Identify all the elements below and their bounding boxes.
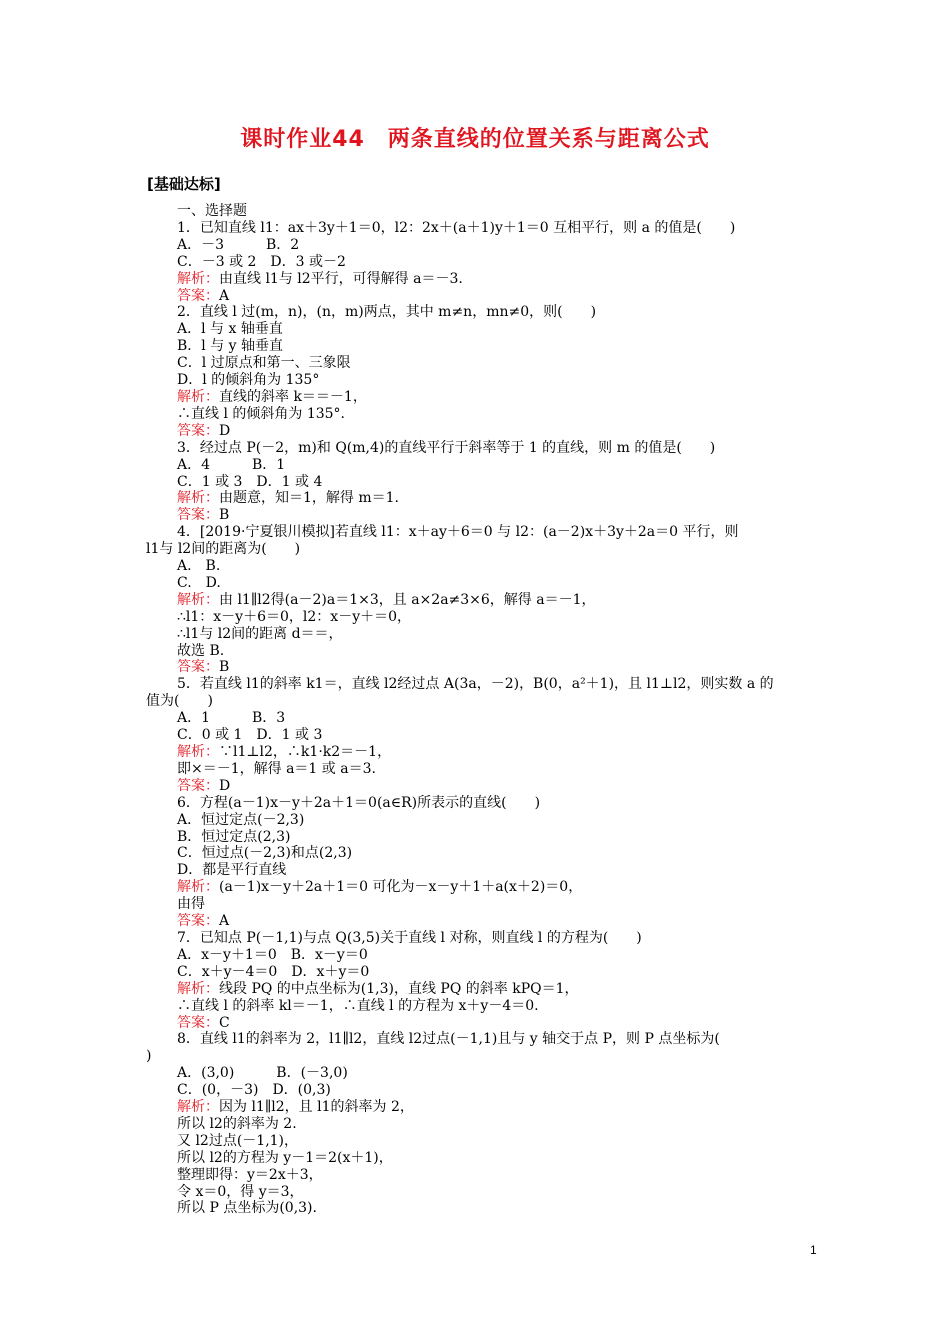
line-text: 一、选择题 <box>177 203 247 219</box>
line-text: 由得 <box>177 896 205 913</box>
line-text: C．x＋y－4＝0 D．x＋y＝0 <box>177 963 370 980</box>
text-line <box>146 727 810 744</box>
line-text: D <box>219 422 231 439</box>
label-prefix: 解析： <box>177 388 219 405</box>
line-text: 所以 l2的斜率为 2. <box>177 1115 297 1132</box>
line-text: ∴直线 l 的斜率 kl＝－1，∴直线 l 的方程为 x＋y－4＝0. <box>177 997 539 1014</box>
text-line <box>146 829 810 846</box>
line-text: C．0 或 1 D．1 或 3 <box>177 727 323 744</box>
line-text: A．l 与 x 轴垂直 <box>177 321 283 338</box>
text-line <box>146 947 810 964</box>
line-text: 所以 P 点坐标为(0,3). <box>177 1200 317 1217</box>
line-text: ) <box>146 1048 152 1065</box>
text-line <box>146 457 810 474</box>
label-prefix: 答案： <box>177 1014 219 1031</box>
line-text: C．－3 或 2 D．3 或－2 <box>177 253 346 270</box>
text-line <box>146 338 810 355</box>
text-line <box>146 862 810 879</box>
text-line <box>146 1133 810 1150</box>
line-text: 1．已知直线 l1：ax＋3y＋1＝0，l2：2x＋(a＋1)y＋1＝0 互相平行，则 a 的值是( ) <box>177 219 736 236</box>
text-line <box>146 541 810 558</box>
label-prefix: 解析： <box>177 591 219 608</box>
text-line <box>146 440 810 457</box>
line-text: 7．已知点 P(－1,1)与点 Q(3,5)关于直线 l 对称，则直线 l 的方程为( ) <box>177 929 642 946</box>
text-line <box>146 524 810 541</box>
page-title: 课时作业44 两条直线的位置关系与距离公式 <box>240 127 710 152</box>
line-text: D <box>219 777 231 794</box>
solution-line <box>146 592 810 609</box>
answer-line <box>146 423 810 440</box>
solution-line <box>146 490 810 507</box>
line-text: 即×＝－1，解得 a＝1 或 a＝3. <box>177 760 376 777</box>
text-line <box>146 575 810 592</box>
line-text: ∴l1与 l2间的距离 d＝＝， <box>177 625 343 642</box>
line-text: ∴直线 l 的倾斜角为 135°. <box>177 405 345 422</box>
text-line <box>146 1200 810 1217</box>
line-text: D．都是平行直线 <box>177 862 287 879</box>
text-line <box>146 1150 810 1167</box>
solution-line <box>146 879 810 896</box>
line-text: 又 l2过点(－1,1)， <box>177 1132 299 1149</box>
text-line <box>146 693 810 710</box>
text-line <box>146 304 810 321</box>
label-prefix: 答案： <box>177 422 219 439</box>
line-text: A．x－y＋1＝0 B．x－y＝0 <box>177 946 368 963</box>
line-text: C．l 过原点和第一、三象限 <box>177 355 351 372</box>
label-prefix: 解析： <box>177 980 219 997</box>
solution-line <box>146 981 810 998</box>
line-text: 值为( ) <box>146 693 213 710</box>
line-text: C <box>219 1014 230 1031</box>
line-text: 线段 PQ 的中点坐标为(1,3)，直线 PQ 的斜率 kPQ＝1， <box>219 980 579 997</box>
page-number: 1 <box>810 1243 817 1257</box>
line-text: A <box>219 913 230 930</box>
text-line <box>146 964 810 981</box>
line-text: 直线的斜率 k＝＝－1， <box>219 388 367 405</box>
answer-line <box>146 1015 810 1032</box>
line-text: 故选 B. <box>177 642 225 659</box>
line-text: 5．若直线 l1的斜率 k1＝，直线 l2经过点 A(3a，－2)，B(0，a²＋1)，且 l1⊥l2，则实数 a 的 <box>177 676 774 693</box>
line-text: A．恒过定点(－2,3) <box>177 811 305 828</box>
answer-line <box>146 288 810 305</box>
answer-line <box>146 778 810 795</box>
line-text: D．l 的倾斜角为 135° <box>177 372 320 389</box>
line-text: (a－1)x－y＋2a＋1＝0 可化为－x－y＋1＋a(x＋2)＝0， <box>219 879 583 896</box>
text-line <box>146 643 810 660</box>
text-line <box>146 845 810 862</box>
text-line <box>146 1082 810 1099</box>
label-prefix: 解析： <box>177 270 219 287</box>
line-text: ∵l1⊥l2，∴k1·k2＝－1， <box>219 744 392 760</box>
label-prefix: 解析： <box>177 879 219 896</box>
line-text: C．(0，－3) D．(0,3) <box>177 1082 331 1099</box>
text-line <box>146 998 810 1015</box>
line-text: B．恒过定点(2,3) <box>177 828 291 845</box>
solution-line <box>146 271 810 288</box>
text-line <box>146 474 810 491</box>
text-line <box>146 761 810 778</box>
line-text: 整理即得：y＝2x＋3， <box>177 1166 323 1183</box>
line-text: A. B. <box>177 558 221 575</box>
label-prefix: 答案： <box>177 507 219 524</box>
line-text: C．1 或 3 D．1 或 4 <box>177 473 323 490</box>
text-line <box>146 1031 810 1048</box>
answer-line <box>146 507 810 524</box>
line-text: A <box>219 287 230 304</box>
line-text: 由题意，知＝1，解得 m＝1. <box>219 490 399 507</box>
answer-line <box>146 913 810 930</box>
line-text: 因为 l1∥l2，且 l1的斜率为 2， <box>219 1099 414 1116</box>
line-text: 由直线 l1与 l2平行，可得解得 a＝－3. <box>219 270 463 287</box>
line-text: A．4 B．1 <box>177 456 286 473</box>
text-line <box>146 372 810 389</box>
text-line <box>146 355 810 372</box>
text-line <box>146 1184 810 1201</box>
text-line <box>146 558 810 575</box>
label-prefix: 解析： <box>177 490 219 507</box>
line-text: A．(3,0) B．(－3,0) <box>177 1065 348 1082</box>
text-line <box>146 1116 810 1133</box>
text-line <box>146 321 810 338</box>
line-text: B <box>219 507 230 524</box>
solution-line <box>146 1099 810 1116</box>
text-line <box>146 676 810 693</box>
text-line <box>146 812 810 829</box>
label-prefix: 解析： <box>177 1099 219 1116</box>
answer-line <box>146 659 810 676</box>
label-prefix: 答案： <box>177 659 219 676</box>
line-text: ∴l1：x－y＋6＝0，l2：x－y＋＝0， <box>177 608 412 625</box>
text-line <box>146 896 810 913</box>
line-text: 2．直线 l 过(m，n)，(n，m)两点，其中 m≠n，mn≠0，则( ) <box>177 304 597 321</box>
text-line <box>146 710 810 727</box>
line-text: B <box>219 659 230 676</box>
line-text: A．－3 B．2 <box>177 236 300 253</box>
line-text: 3．经过点 P(－2，m)和 Q(m,4)的直线平行于斜率等于 1 的直线，则 m 的值是( ) <box>177 439 716 456</box>
line-text: 由 l1∥l2得(a－2)a＝1×3，且 a×2a≠3×6，解得 a＝－1， <box>219 591 596 608</box>
text-line <box>146 254 810 271</box>
text-line <box>146 1048 810 1065</box>
line-text: A．1 B．3 <box>177 710 286 727</box>
text-line <box>146 1167 810 1184</box>
line-text: 所以 l2的方程为 y－1＝2(x＋1)， <box>177 1149 393 1166</box>
solution-line <box>146 389 810 406</box>
text-line <box>146 203 810 220</box>
label-prefix: 答案： <box>177 913 219 930</box>
line-text: C. D. <box>177 574 221 591</box>
text-line <box>146 609 810 626</box>
label-prefix: 答案： <box>177 287 219 304</box>
line-text: B．l 与 y 轴垂直 <box>177 338 284 355</box>
solution-line <box>146 744 810 761</box>
text-line <box>146 237 810 254</box>
line-text: 8．直线 l1的斜率为 2，l1∥l2，直线 l2过点(－1,1)且与 y 轴交于点 P，则 P 点坐标为( <box>177 1031 720 1048</box>
text-line <box>146 626 810 643</box>
document-body <box>146 203 810 1217</box>
text-line <box>146 1065 810 1082</box>
text-line <box>146 220 810 237</box>
line-text: 令 x＝0，得 y＝3， <box>177 1183 304 1200</box>
text-line <box>146 930 810 947</box>
label-prefix: 答案： <box>177 777 219 794</box>
line-text: 6．方程(a－1)x－y＋2a＋1＝0(a∈R)所表示的直线( ) <box>177 794 541 811</box>
text-line <box>146 795 810 812</box>
text-line <box>146 406 810 423</box>
label-prefix: 解析： <box>177 744 219 760</box>
section-heading: [基础达标] <box>147 175 221 193</box>
line-text: l1与 l2间的距离为( ) <box>146 541 301 558</box>
line-text: C．恒过点(－2,3)和点(2,3) <box>177 845 353 862</box>
line-text: 4．[2019·宁夏银川模拟]若直线 l1：x＋ay＋6＝0 与 l2：(a－2)x＋3y＋2a＝0 平行，则 <box>177 524 739 541</box>
